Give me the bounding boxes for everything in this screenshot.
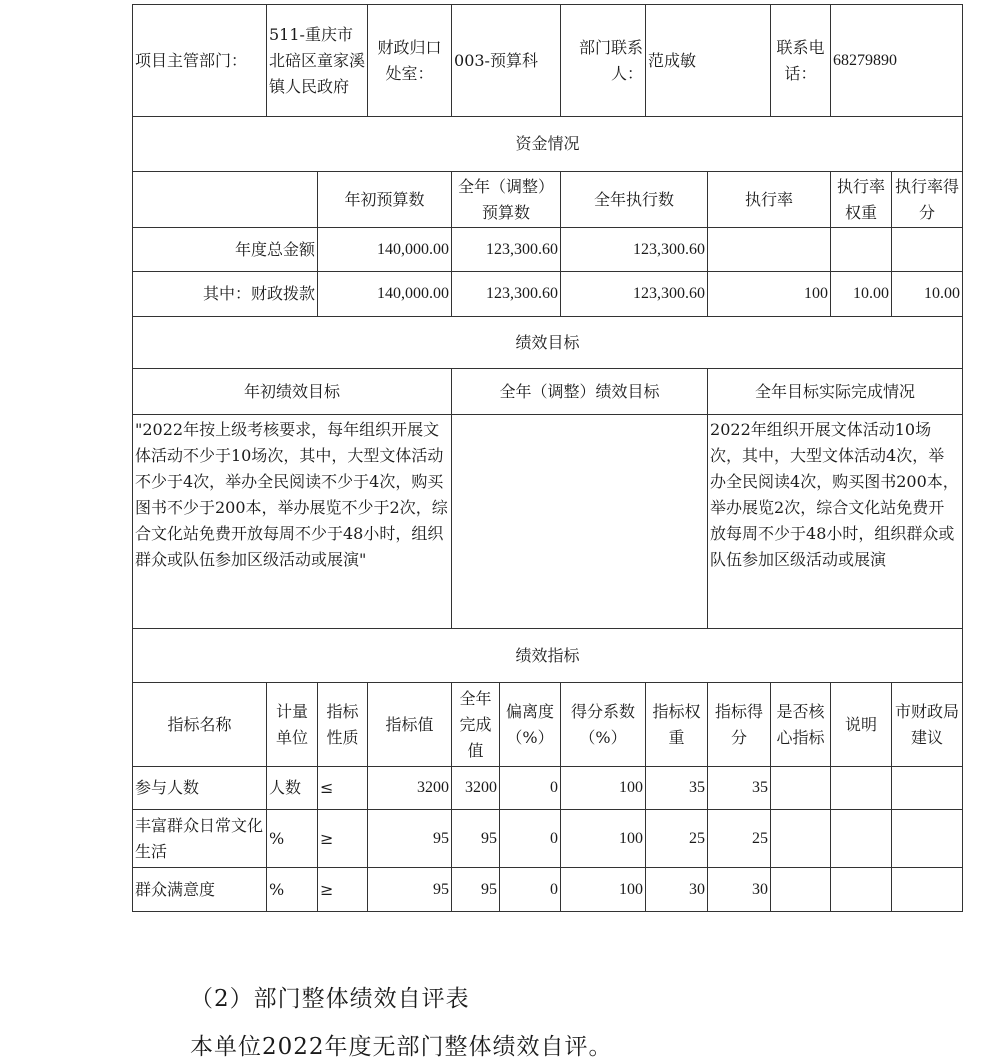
ind-nature: ≥: [318, 868, 368, 912]
ind-coefficient: 100: [561, 767, 646, 810]
ind-advice: [892, 767, 963, 810]
ind-value: 95: [368, 810, 452, 868]
goals-section-title: 绩效目标: [133, 317, 963, 369]
goals-column-header-row: [133, 369, 963, 415]
ind-col-unit: 计量单位: [267, 683, 318, 767]
ind-nature: ≥: [318, 810, 368, 868]
ind-core: [771, 767, 831, 810]
ind-advice: [892, 868, 963, 912]
ind-advice: [892, 810, 963, 868]
ind-weight: 35: [646, 767, 708, 810]
ind-score: 35: [708, 767, 771, 810]
funds-col-score: 执行率得分: [892, 172, 963, 228]
ind-coefficient: 100: [561, 868, 646, 912]
funds-col-executed: 全年执行数: [561, 172, 708, 228]
section-body: 本单位2022年度无部门整体绩效自评。: [190, 1034, 613, 1060]
ind-col-value: 指标值: [368, 683, 452, 767]
ind-name: 丰富群众日常文化生活: [133, 810, 267, 868]
funds-score-value: 10.00: [892, 272, 963, 317]
ind-unit: %: [267, 810, 318, 868]
table-row: [133, 767, 963, 810]
performance-table-wrapper: [132, 4, 962, 912]
funds-executed-value: 123,300.60: [561, 272, 708, 317]
ind-col-weight: 指标权重: [646, 683, 708, 767]
funds-col-initial: 年初预算数: [318, 172, 452, 228]
ind-col-done: 全年完成值: [452, 683, 500, 767]
ind-deviation: 0: [500, 767, 561, 810]
performance-self-evaluation-table: [132, 4, 963, 912]
header-row: [133, 5, 963, 117]
contact-label: 部门联系人：: [561, 5, 646, 117]
ind-note: [831, 868, 892, 912]
funds-adjusted-value: 123,300.60: [452, 272, 561, 317]
indicators-title-row: [133, 629, 963, 683]
finance-value: 003-预算科: [452, 5, 561, 117]
goals-title-row: [133, 317, 963, 369]
goals-content-row: [133, 415, 963, 629]
ind-name: 群众满意度: [133, 868, 267, 912]
table-row: [133, 810, 963, 868]
ind-col-deviation: 偏离度（%）: [500, 683, 561, 767]
ind-done: 95: [452, 810, 500, 868]
funds-column-header-row: [133, 172, 963, 228]
ind-unit: %: [267, 868, 318, 912]
ind-score: 25: [708, 810, 771, 868]
ind-unit: 人数: [267, 767, 318, 810]
ind-col-note: 说明: [831, 683, 892, 767]
ind-weight: 30: [646, 868, 708, 912]
funds-col-weight: 执行率权重: [831, 172, 892, 228]
ind-note: [831, 810, 892, 868]
funds-rate-value: 100: [708, 272, 831, 317]
table-row: [133, 868, 963, 912]
ind-coefficient: 100: [561, 810, 646, 868]
ind-col-name: 指标名称: [133, 683, 267, 767]
dept-label: 项目主管部门：: [133, 5, 267, 117]
funds-row-label: 其中：财政拨款: [133, 272, 318, 317]
funds-score-value: [892, 228, 963, 272]
funds-weight-value: 10.00: [831, 272, 892, 317]
ind-nature: ≤: [318, 767, 368, 810]
ind-core: [771, 810, 831, 868]
phone-label: 联系电话：: [771, 5, 831, 117]
indicators-section-title: 绩效指标: [133, 629, 963, 683]
ind-col-advice: 市财政局建议: [892, 683, 963, 767]
funds-section-title: 资金情况: [133, 117, 963, 172]
ind-col-core: 是否核心指标: [771, 683, 831, 767]
funds-executed-value: 123,300.60: [561, 228, 708, 272]
ind-deviation: 0: [500, 868, 561, 912]
funds-row-total: [133, 228, 963, 272]
goals-col-actual: 全年目标实际完成情况: [708, 369, 963, 415]
funds-col-adjusted: 全年（调整）预算数: [452, 172, 561, 228]
goals-col-initial: 年初绩效目标: [133, 369, 452, 415]
ind-value: 95: [368, 868, 452, 912]
funds-adjusted-value: 123,300.60: [452, 228, 561, 272]
funds-row-label: 年度总金额: [133, 228, 318, 272]
phone-value: 68279890: [831, 5, 963, 117]
goals-col-adjusted: 全年（调整）绩效目标: [452, 369, 708, 415]
section-heading: （2）部门整体绩效自评表: [190, 986, 470, 1012]
ind-col-nature: 指标性质: [318, 683, 368, 767]
funds-rate-value: [708, 228, 831, 272]
ind-core: [771, 868, 831, 912]
ind-col-coefficient: 得分系数（%）: [561, 683, 646, 767]
indicators-column-header-row: [133, 683, 963, 767]
ind-value: 3200: [368, 767, 452, 810]
funds-row-fiscal: [133, 272, 963, 317]
funds-title-row: [133, 117, 963, 172]
goals-actual-text: 2022年组织开展文体活动10场次，其中，大型文体活动4次，举办全民阅读4次，购买图书200本，举办展览2次，综合文化站免费开放每周不少于48小时，组织群众或队伍参加区级活动或展演: [708, 415, 963, 629]
ind-note: [831, 767, 892, 810]
finance-label: 财政归口处室：: [368, 5, 452, 117]
ind-weight: 25: [646, 810, 708, 868]
contact-value: 范成敏: [646, 5, 771, 117]
dept-value: 511-重庆市北碚区童家溪镇人民政府: [267, 5, 368, 117]
goals-adjusted-text: [452, 415, 708, 629]
ind-col-score: 指标得分: [708, 683, 771, 767]
funds-col-rate: 执行率: [708, 172, 831, 228]
goals-initial-text: "2022年按上级考核要求，每年组织开展文体活动不少于10场次，其中，大型文体活动不少于4次，举办全民阅读不少于4次，购买图书不少于200本，举办展览不少于2次，综合文化站免费开放每周不少于48小时，组织群众或队伍参加区级活动或展演": [133, 415, 452, 629]
ind-name: 参与人数: [133, 767, 267, 810]
ind-score: 30: [708, 868, 771, 912]
funds-initial-value: 140,000.00: [318, 228, 452, 272]
funds-header-blank: [133, 172, 318, 228]
ind-deviation: 0: [500, 810, 561, 868]
funds-initial-value: 140,000.00: [318, 272, 452, 317]
ind-done: 3200: [452, 767, 500, 810]
ind-done: 95: [452, 868, 500, 912]
funds-weight-value: [831, 228, 892, 272]
